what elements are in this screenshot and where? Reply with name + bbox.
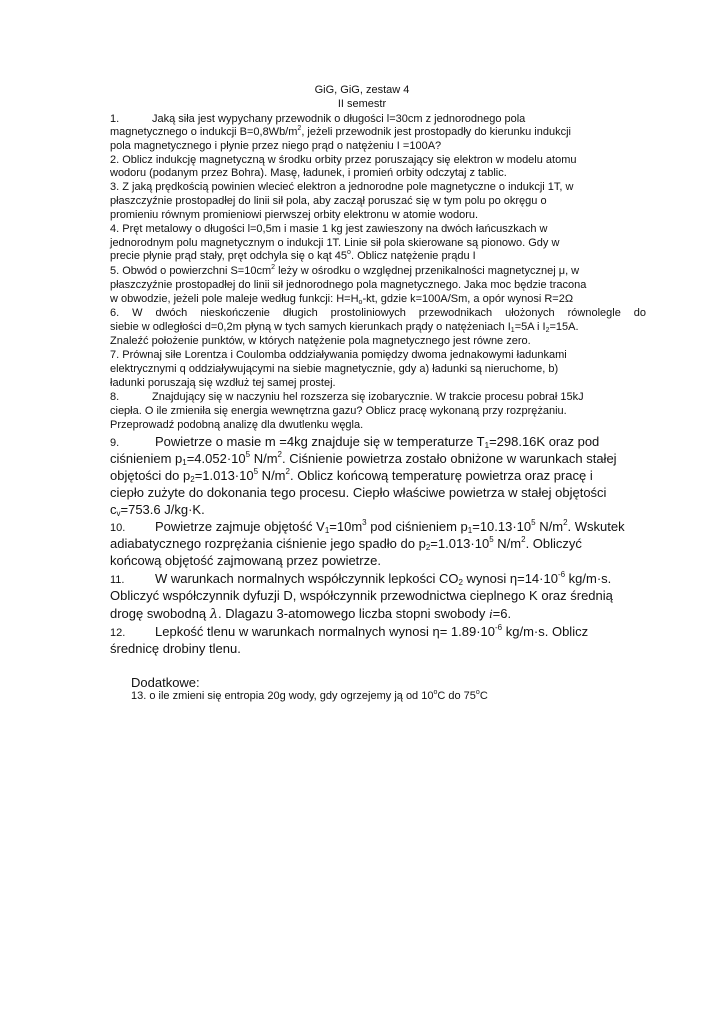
- problem-line: 6. W dwóch nieskończenie długich prostoliniowych przewodnikach ułożonych równolegle do: [110, 307, 646, 319]
- document-subtitle: II semestr: [337, 98, 387, 110]
- problem-line: 5. Obwód o powierzchni $S=10cm^2$ leży w ośrodku o względnej przenikalności magnetycznej μ, w: [110, 264, 580, 277]
- problem-number: 1.: [110, 113, 120, 125]
- problem-line: adiabatycznego rozprężania ciśnienie jego spadło do $p_2=1.013\cdot 10^5$ $N/m^2$. Obliczyć: [110, 535, 582, 552]
- problem-number: 10.: [110, 522, 126, 534]
- problem-line: 10. Powietrze zajmuje objętość $V_1=10m^3$ pod ciśnieniem $p_1=10.13\cdot 10^5$ $N/m^2$. Wskutek: [110, 518, 625, 535]
- problem-line: Obliczyć współczynnik dyfuzji D, współczynnik przewodnictwa cieplnego K oraz średnią: [110, 588, 613, 603]
- problem-line: promieniu równym promieniowi pierwszej orbity elektronu w atomie wodoru.: [110, 209, 479, 221]
- problem-line: w obwodzie, jeżeli pole maleje według funkcji: $H=H_o-kt$, gdzie k=100A/Sm, a opór wynosi R=2Ω: [110, 293, 574, 306]
- problem-line: siebie w odległości d=0,2m płyną w tych samych kierunkach prądy o natężeniach $I_1=5A$ i $I_2=15A$.: [110, 321, 579, 334]
- lambda-symbol: λ: [209, 607, 219, 622]
- problem-number: 11.: [110, 574, 125, 586]
- problem-line: objętości do $p_2=1.013\cdot 10^5$ $N/m^2$. Oblicz końcową temperaturę powietrza oraz pracę i: [110, 467, 593, 484]
- problem-line: magnetycznego o indukcji $B=0,8Wb/m^2$, jeżeli przewodnik jest prostopadły do kierunku indukcji: [110, 125, 571, 138]
- problem-line: $c_v=753.6$ J/kg·K.: [110, 502, 205, 518]
- problem-number: 8.: [110, 391, 120, 403]
- problem-line: końcową objętość zajmowaną przez powietrze.: [110, 553, 381, 568]
- problem-line: Przeprowadź podobną analizę dla dwutlenku węgla.: [110, 419, 364, 431]
- problem-line: średnicę drobiny tlenu.: [110, 641, 241, 656]
- extra-heading: Dodatkowe:: [131, 675, 200, 690]
- problem-line: 3. Z jaką prędkością powinien wlecieć elektron a jednorodne pole magnetyczne o indukcji 1T, w: [110, 181, 574, 193]
- problem-line: pola magnetycznego i płynie przez niego prąd o natężeniu I =100A?: [110, 140, 442, 152]
- problem-line: ciepła. O ile zmieniła się energia wewnętrzna gazu? Oblicz pracę wykonaną przy rozprężaniu.: [110, 405, 567, 417]
- problem-line: ciśnieniem $p_1=4.052\cdot 10^5$ $N/m^2$. Ciśnienie powietrza zostało obniżone w warunkach stałej: [110, 450, 617, 467]
- problem-line: ładunki poruszają się wzdłuż tej samej prostej.: [110, 377, 336, 389]
- problem-line: 12. Lepkość tlenu w warunkach normalnych wynosi $\eta= 1.89\cdot 10^{-6}$ kg/m·s. Oblicz: [110, 624, 646, 642]
- problem-13: 13. o ile zmieni się entropia 20g wody, gdy ogrzejemy ją od 10$^o$C do 75$^o$C: [131, 689, 488, 702]
- problem-line: 1. Jaką siła jest wypychany przewodnik o długości l=30cm z jednorodnego pola: [110, 113, 526, 125]
- problem-line: 2. Oblicz indukcję magnetyczną w środku orbity przez poruszający się elektron w modelu atomu: [110, 154, 577, 166]
- problem-number: 12.: [110, 627, 126, 639]
- problem-line: 9. Powietrze o masie m =4kg znajduje się w temperaturze $T_1=298.16K$ oraz pod: [110, 434, 600, 450]
- problem-line: 8. Znajdujący się w naczyniu hel rozszerza się izobarycznie. W trakcie procesu pobrał 15kJ: [110, 391, 584, 403]
- problem-line: wodoru (podanym przez Bohra). Masę, ładunek, i promień orbity odczytaj z tablic.: [110, 167, 507, 179]
- problem-line: płaszczyźnie prostopadłej do linii sił jednorodnego pola magnetycznego. Jaka moc będzie tracona: [110, 279, 587, 291]
- problem-line: elektrycznymi q oddziaływującymi na siebie magnetycznie, gdy a) ładunki są nieruchome, b): [110, 363, 559, 375]
- problem-line: płaszczyźnie prostopadłej do linii sił pola, aby zaczął poruszać się w tym polu po okręgu o: [110, 195, 547, 207]
- problem-line: 11. W warunkach normalnych współczynnik lepkości $CO_2$ wynosi $\eta=14\cdot 10^{-6}$ kg/m·s.: [110, 570, 612, 587]
- problem-number: 9.: [110, 437, 120, 449]
- problem-line: 7. Prównaj siłe Lorentza i Coulomba oddziaływania pomiędzy dwoma jednakowymi ładunkami: [110, 349, 567, 361]
- problem-line: jednorodnym polu magnetycznym o indukcji 1T. Linie sił pola skierowane są pionowo. Gdy w: [110, 237, 560, 249]
- problem-line: Znaleźć położenie punktów, w których natężenie pola magnetycznego jest równe zero.: [110, 335, 531, 347]
- document-title: GiG, GiG, zestaw 4: [314, 84, 410, 96]
- problem-line: 4. Pręt metalowy o długości l=0,5m i masie 1 kg jest zawieszony na dwóch łańcuszkach w: [110, 223, 548, 235]
- problem-line: precie płynie prąd stały, pręt odchyla się o kąt 45$^o$. Oblicz natężenie prądu I: [110, 249, 476, 262]
- problem-line: drogę swobodną λ. Dlagazu 3-atomowego liczba stopni swobody i=6.: [110, 606, 512, 622]
- problem-line: ciepło zużyte do dokonania tego procesu. Ciepło właściwe powietrza w stałej objętości: [110, 485, 607, 500]
